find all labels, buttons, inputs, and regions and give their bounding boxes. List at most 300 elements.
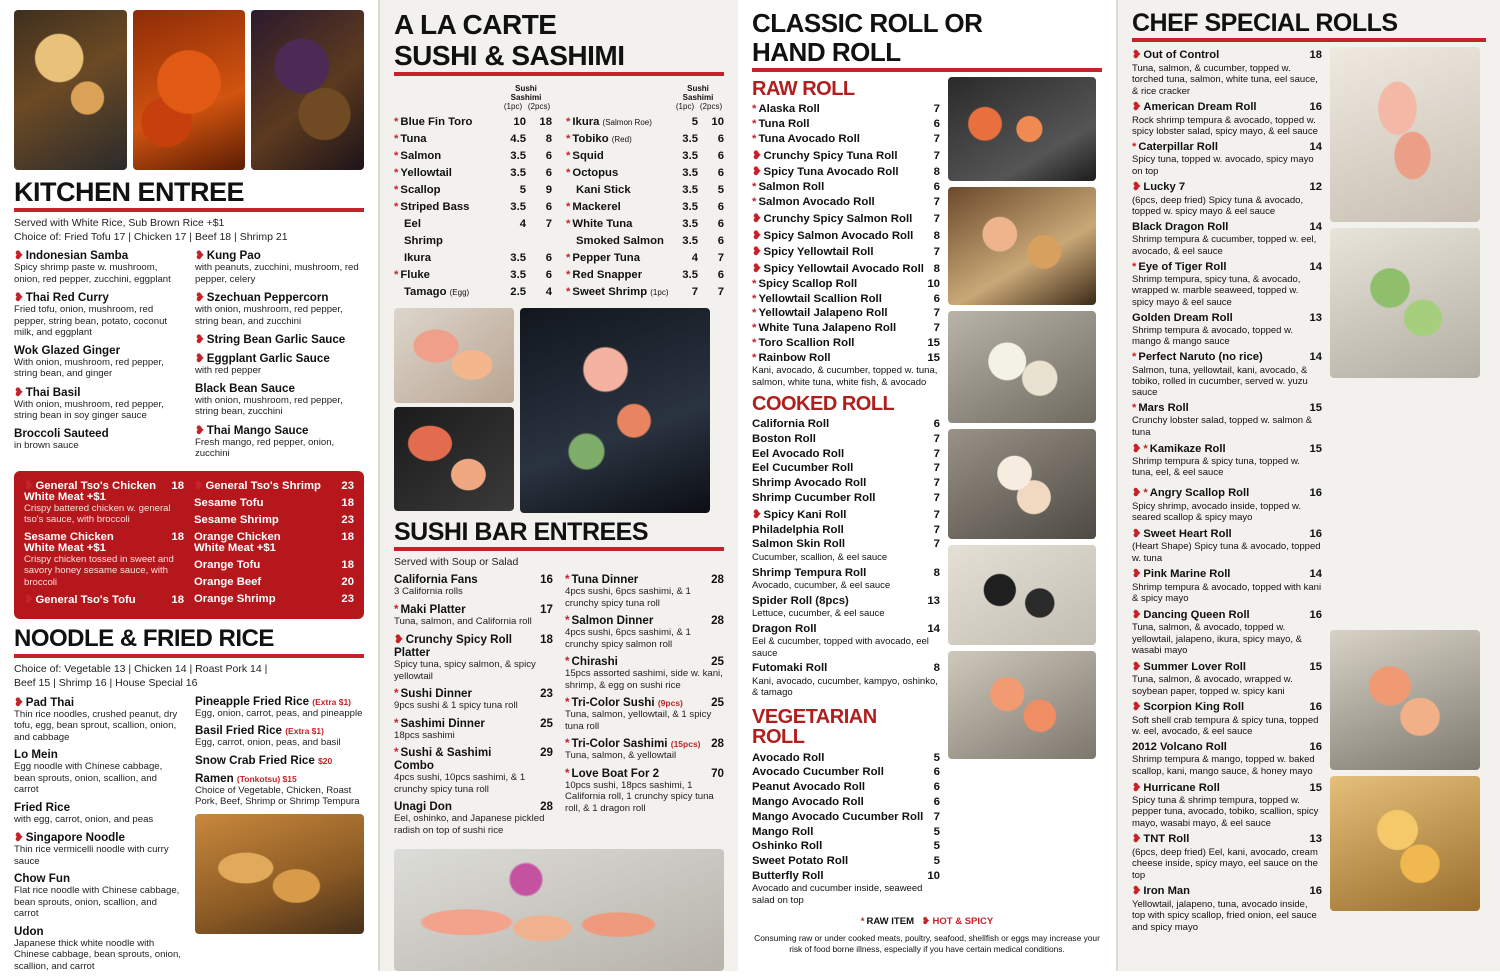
item-price: 25 <box>540 716 553 730</box>
raw-icon: * <box>566 268 571 281</box>
roll-item <box>1132 220 1322 258</box>
price-1pc: 3.5 <box>510 251 526 264</box>
roll-price: 7 <box>933 432 940 445</box>
roll-item <box>752 209 940 226</box>
roll-item <box>752 476 940 491</box>
price-2pcs: 6 <box>545 166 552 179</box>
roll-price: 7 <box>933 246 940 259</box>
roll-item <box>1132 606 1322 656</box>
pepper-icon: ❥ <box>14 695 24 709</box>
roll-item <box>1132 401 1322 439</box>
item-name: * Sweet Shrimp (1pc) <box>566 285 669 298</box>
price-2pcs: 8 <box>545 132 552 145</box>
item-name: * Octopus <box>566 166 619 179</box>
item-name: * Fluke <box>394 268 430 281</box>
roll-price: 14 <box>1309 221 1322 234</box>
roll-name: ❥ Lucky 7 <box>1132 181 1186 194</box>
menu-item <box>14 925 183 973</box>
raw-icon: * <box>394 687 399 701</box>
footnote: Consuming raw or under cooked meats, poultry, seafood, shellfish or eggs may increase your risk of food borne illness, especially if you have certain medical conditions. <box>754 933 1100 954</box>
price-2pcs: 5 <box>717 183 724 196</box>
price-row <box>394 181 552 198</box>
roll-item <box>1132 740 1322 778</box>
alacarte-title-1: A LA CARTE <box>394 9 557 40</box>
roll-price: 7 <box>933 538 940 551</box>
roll-price: 16 <box>1309 487 1322 500</box>
roll-name: * Mars Roll <box>1132 402 1189 415</box>
roll-price: 16 <box>1309 885 1322 898</box>
vegetarian-roll-title-1: VEGETARIAN <box>752 705 877 728</box>
pepper-icon: ❥ <box>1132 701 1142 714</box>
menu-item <box>195 772 364 808</box>
pepper-icon: ❥ <box>195 423 205 437</box>
noodle-items <box>14 695 364 977</box>
pepper-icon: ❥ <box>1132 487 1142 500</box>
roll-name: ❥ Out of Control <box>1132 49 1220 62</box>
roll-item <box>1132 525 1322 564</box>
item-name: Sesame Tofu <box>194 496 264 509</box>
roll-price: 7 <box>933 447 940 460</box>
item-name: Orange Beef <box>194 575 262 588</box>
roll-price: 7 <box>933 477 940 490</box>
item-name: Lo Mein <box>14 748 58 762</box>
item-price: 18 <box>171 594 184 607</box>
price-1pc: 4 <box>519 217 526 230</box>
price-1pc: 10 <box>513 115 526 128</box>
roll-name: Eel Cucumber Roll <box>752 462 854 475</box>
item-description: Japanese thick white noodle with Chinese cabbage, bean sprouts, onion, scallion, and carrot <box>14 937 181 972</box>
price-2pcs: 10 <box>711 115 724 128</box>
item-name: ❥ Indonesian Samba <box>14 249 129 263</box>
menu-item <box>194 593 354 605</box>
roll-price: 8 <box>933 662 940 675</box>
pepper-icon: ❥ <box>752 263 762 276</box>
roll-price: 7 <box>933 492 940 505</box>
price-row <box>394 113 552 130</box>
price-2pcs: 7 <box>717 251 724 264</box>
item-price: 16 <box>540 573 553 587</box>
roll-name: Shrimp Cucumber Roll <box>752 492 876 505</box>
item-name: * White Tuna <box>566 217 633 230</box>
item-name: Ramen (Tonkotsu) $15 <box>195 771 297 785</box>
roll-price: 5 <box>933 825 940 838</box>
item-name: Eel <box>404 217 421 230</box>
roll-price: 14 <box>927 622 940 635</box>
roll-item <box>752 765 940 780</box>
roll-price: 5 <box>933 855 940 868</box>
column-chef-special <box>1116 0 1500 971</box>
pepper-icon: ❥ <box>14 385 24 399</box>
roll-item <box>1132 310 1322 348</box>
roll-description: (Heart Shape) Spicy tuna & avocado, topped w. tuna <box>1132 541 1321 564</box>
item-name: ❥ General Tso's Shrimp <box>194 479 321 492</box>
roll-name: Boston Roll <box>752 432 816 445</box>
raw-icon: * <box>394 166 399 179</box>
item-price: 20 <box>341 575 354 588</box>
price-1pc: 3.5 <box>682 200 698 213</box>
roll-item <box>752 522 940 537</box>
roll-description: Soft shell crab tempura & spicy tuna, topped w. eel, avocado, & eel sauce <box>1132 714 1319 738</box>
roll-price: 6 <box>933 118 940 131</box>
photo-chef-roll-1 <box>1330 47 1480 222</box>
price-1pc: 3.5 <box>682 132 698 145</box>
roll-item <box>1132 883 1322 933</box>
item-name: Broccoli Sauteed <box>14 426 109 440</box>
roll-name: ❥ Sweet Heart Roll <box>1132 527 1232 540</box>
menu-item: Sesame Chicken 18 White Meat +$1 Crispy chicken tossed in sweet and savory honey sesame sauce, with broccoli <box>24 530 184 588</box>
photo-noodles <box>14 10 127 170</box>
item-name: * Blue Fin Toro <box>394 115 473 128</box>
roll-name: Mango Avocado Roll <box>752 795 864 808</box>
roll-item <box>752 491 940 506</box>
roll-name: * Caterpillar Roll <box>1132 140 1218 153</box>
raw-icon: * <box>394 149 399 162</box>
roll-description: Yellowtail, jalapeno, tuna, avocado inside, top with spicy scallop, fried onion, eel sauce and spicy mayo <box>1132 898 1317 933</box>
pepper-icon: ❥ <box>752 229 762 242</box>
roll-item <box>752 621 940 659</box>
roll-name: * White Tuna Jalapeno Roll <box>752 322 897 335</box>
raw-icon: * <box>394 746 399 760</box>
roll-description: Salmon, tuna, yellowtail, kani, avocado, & tobiko, rolled in cucumber, served w. yuzu sauce <box>1132 364 1308 399</box>
roll-name: ❥ Spicy Yellowtail Roll <box>752 246 874 259</box>
roll-item <box>752 565 940 591</box>
item-name: * Red Snapper <box>566 268 643 281</box>
item-description: Egg, onion, carrot, peas, and pineapple <box>195 707 363 719</box>
price-1pc: 3.5 <box>682 217 698 230</box>
roll-price: 14 <box>1309 260 1322 273</box>
alacarte-title-2: SUSHI & SASHIMI <box>394 40 625 72</box>
pepper-icon: ❥ <box>1132 781 1142 794</box>
photo-sashimi-plate <box>394 308 514 403</box>
item-name: * Chirashi <box>565 655 618 669</box>
raw-icon: * <box>566 251 571 264</box>
item-name: Udon <box>14 924 44 938</box>
menu-item <box>14 248 183 285</box>
item-description: in brown sauce <box>14 439 79 451</box>
raw-icon: * <box>565 737 570 751</box>
item-description: with onion, mushroom, red pepper, string bean, zucchini <box>195 394 343 418</box>
cooked-roll-title: COOKED ROLL <box>752 392 895 415</box>
raw-icon: * <box>394 716 399 730</box>
pepper-icon: ❥ <box>1132 442 1142 455</box>
pepper-icon: ❥ <box>195 352 205 366</box>
roll-name: Mango Roll <box>752 825 814 838</box>
roll-name: ❥ Spicy Kani Roll <box>752 508 847 521</box>
roll-name: ❥ Dancing Queen Roll <box>1132 608 1250 621</box>
price-row <box>566 181 724 198</box>
roll-price: 7 <box>933 810 940 823</box>
price-2pcs: 4 <box>545 285 552 298</box>
roll-item <box>752 260 940 277</box>
column-classic-rolls <box>738 0 1116 971</box>
roll-price: 13 <box>927 594 940 607</box>
item-description: Thin rice noodles, crushed peanut, dry tofu, egg, bean sprout, scallion, onion, and cabbage <box>14 708 178 743</box>
legend-raw-label: RAW ITEM <box>866 916 914 928</box>
vegetarian-roll-title-2: ROLL <box>752 726 805 749</box>
price-2pcs: 6 <box>717 166 724 179</box>
item-name: ❥ Thai Basil <box>14 385 81 399</box>
roll-price: 15 <box>1309 442 1322 455</box>
roll-name: ❥ Spicy Tuna Avocado Roll <box>752 166 899 179</box>
price-row <box>566 130 724 147</box>
menu-item <box>565 655 724 691</box>
roll-description: Spicy tuna & shrimp tempura, topped w. pepper tuna, avocado, tobiko, scallion, spicy mayo, wasabi mayo, & eel sauce <box>1132 794 1319 829</box>
item-name: ❥ Kung Pao <box>195 249 261 263</box>
roll-price: 7 <box>933 103 940 116</box>
menu-item <box>14 427 183 452</box>
roll-price: 7 <box>933 149 940 162</box>
price-2pcs: 6 <box>717 132 724 145</box>
item-name: Smoked Salmon <box>576 234 664 247</box>
roll-name: ❥ * Angry Scallop Roll <box>1132 487 1250 500</box>
raw-icon: * <box>565 655 570 669</box>
item-name: ❥ String Bean Garlic Sauce <box>195 333 346 347</box>
column-kitchen <box>0 0 378 971</box>
roll-name: * Alaska Roll <box>752 103 820 116</box>
item-description: Crispy chicken tossed in sweet and savory honey sesame sauce, with broccoli <box>24 553 174 588</box>
item-name: Pineapple Fried Rice (Extra $1) <box>195 694 352 708</box>
roll-price: 6 <box>933 766 940 779</box>
pepper-icon: ❥ <box>1132 101 1142 114</box>
price-header-group: Sushi Sashimi <box>682 83 714 102</box>
roll-name: Spider Roll (8pcs) <box>752 594 849 607</box>
roll-price: 6 <box>933 292 940 305</box>
roll-price: 13 <box>1309 311 1322 324</box>
roll-name: Avocado Cucumber Roll <box>752 766 884 779</box>
price-2pcs: 6 <box>717 234 724 247</box>
item-name: Fried Rice <box>14 800 71 814</box>
roll-price: 15 <box>1309 660 1322 673</box>
roll-item <box>1132 259 1322 308</box>
item-name: ❥ Thai Mango Sauce <box>195 423 309 437</box>
item-price: 18 <box>341 558 354 571</box>
pepper-icon: ❥ <box>194 479 204 492</box>
item-description: with egg, carrot, onion, and peas <box>14 813 154 825</box>
item-name: ❥ Thai Red Curry <box>14 291 109 305</box>
roll-item <box>752 661 940 699</box>
roll-name: * Tuna Roll <box>752 118 810 131</box>
price-2pcs: 7 <box>545 217 552 230</box>
roll-description: Tuna, salmon, & avocado, wrapped w. soybean paper, topped w. spicy kani <box>1132 674 1293 697</box>
roll-price: 14 <box>1309 351 1322 364</box>
price-row <box>394 164 552 181</box>
item-name: * Salmon <box>394 149 442 162</box>
noodle-note-2: Beef 15 | Shrimp 16 | House Special 16 <box>14 677 198 690</box>
pepper-icon: ❥ <box>1132 660 1142 673</box>
item-name: * Yellowtail <box>394 166 452 179</box>
roll-item <box>1132 485 1322 524</box>
raw-icon: * <box>394 268 399 281</box>
photo-chef-roll-4 <box>1330 776 1480 911</box>
roll-price: 8 <box>933 229 940 242</box>
item-name: * Striped Bass <box>394 200 470 213</box>
menu-item <box>195 423 364 460</box>
roll-price: 16 <box>1309 740 1322 753</box>
item-description: Fried tofu, onion, mushroom, red pepper, string bean, potato, coconut milk, and eggplant <box>14 304 168 339</box>
roll-price: 7 <box>933 212 940 225</box>
roll-description: Avocado and cucumber inside, seaweed salad on top <box>752 883 923 906</box>
menu-item <box>194 514 354 526</box>
roll-description: Shrimp tempura & spicy tuna, topped w. tuna, eel, & eel sauce <box>1132 456 1300 479</box>
pepper-icon: ❥ <box>1132 885 1142 898</box>
price-row <box>394 232 552 249</box>
photo-spicy-roll <box>948 77 1096 181</box>
roll-item <box>1132 99 1322 138</box>
item-name: * Sushi & Sashimi Combo <box>394 746 492 773</box>
roll-name: Peanut Avocado Roll <box>752 781 866 794</box>
roll-item <box>752 163 940 180</box>
roll-item <box>752 809 940 824</box>
price-2pcs: 6 <box>545 149 552 162</box>
alacarte-tables <box>394 81 724 300</box>
roll-price: 16 <box>1309 608 1322 621</box>
roll-price: 18 <box>1309 49 1322 62</box>
item-description: Spicy shrimp paste w. mushroom, onion, red pepper, zucchini, eggplant <box>14 262 171 285</box>
roll-price: 15 <box>927 351 940 364</box>
price-1pc: 3.5 <box>682 268 698 281</box>
roll-name: ❥ Crunchy Spicy Tuna Roll <box>752 149 898 162</box>
item-price: 18 <box>341 530 354 543</box>
price-row <box>566 249 724 266</box>
roll-item <box>752 336 940 351</box>
raw-roll-title: RAW ROLL <box>752 78 855 101</box>
classic-roll-photos <box>948 77 1096 908</box>
item-price: 28 <box>711 573 724 587</box>
legend-hot-label: HOT & SPICY <box>932 916 994 928</box>
roll-item <box>752 321 940 336</box>
raw-icon: * <box>752 118 757 131</box>
raw-icon: * <box>752 336 757 349</box>
raw-icon: * <box>394 132 399 145</box>
price-header-1pc: (1pc) <box>675 101 695 111</box>
menu-item <box>394 800 553 836</box>
item-name: * Sushi Dinner <box>394 687 473 701</box>
price-1pc: 5 <box>519 183 526 196</box>
price-2pcs: 6 <box>545 251 552 264</box>
roll-price: 8 <box>933 166 940 179</box>
roll-name: ❥ * Kamikaze Roll <box>1132 442 1226 455</box>
menu-item <box>195 695 364 720</box>
noodle-title: NOODLE & FRIED RICE <box>14 625 274 653</box>
item-name: Basil Fried Rice (Extra $1) <box>195 724 324 738</box>
price-row <box>394 147 552 164</box>
item-name: Wok Glazed Ginger <box>14 343 121 357</box>
roll-item <box>752 780 940 795</box>
price-1pc: 4 <box>691 251 698 264</box>
item-description: 18pcs sashimi <box>394 729 455 741</box>
photo-california-roll <box>948 311 1096 423</box>
roll-price: 14 <box>1309 568 1322 581</box>
photo-chef-roll-2 <box>1330 228 1480 378</box>
roll-item <box>752 291 940 306</box>
roll-item <box>1132 440 1322 479</box>
menu-item <box>194 576 354 588</box>
menu-item <box>194 479 354 492</box>
item-description: with peanuts, zucchini, mushroom, red pepper, celery <box>195 262 359 285</box>
item-name: * Love Boat For 2 <box>565 766 660 780</box>
promo-box <box>14 471 364 620</box>
price-1pc: 3.5 <box>682 234 698 247</box>
classic-roll-title-1: CLASSIC ROLL OR <box>752 8 983 38</box>
item-name: Sesame Chicken <box>24 530 114 543</box>
photo-shrimp-tempura <box>195 814 364 934</box>
roll-description: Avocado, cucumber, & eel sauce <box>752 579 891 591</box>
roll-description: Shrimp tempura & avocado, topped w. mango & mango sauce <box>1132 324 1294 348</box>
raw-icon: * <box>752 307 757 320</box>
pepper-icon: ❥ <box>14 249 24 263</box>
item-name: * Sashimi Dinner <box>394 716 485 730</box>
price-row <box>566 198 724 215</box>
roll-name: ❥ Summer Lover Roll <box>1132 660 1246 673</box>
roll-item <box>752 824 940 839</box>
price-row <box>566 147 724 164</box>
pepper-icon: ❥ <box>1132 181 1142 194</box>
roll-item <box>752 432 940 447</box>
price-row <box>566 113 724 130</box>
roll-description: Tuna, salmon, & avocado, topped w. yellowtail, jalapeno, ikura, spicy mayo, & wasabi mayo <box>1132 622 1303 657</box>
item-price: 18 <box>540 633 553 647</box>
roll-name: * Toro Scallion Roll <box>752 336 855 349</box>
chef-photos-bottom <box>1330 485 1480 935</box>
roll-price: 10 <box>927 869 940 882</box>
raw-icon: * <box>1143 442 1148 455</box>
menu-item <box>14 872 183 920</box>
menu-item <box>194 497 354 509</box>
roll-name: ❥ Hurricane Roll <box>1132 781 1220 794</box>
roll-price: 7 <box>933 523 940 536</box>
menu-item <box>14 801 183 826</box>
roll-price: 10 <box>927 277 940 290</box>
roll-item <box>1132 179 1322 218</box>
roll-name: Shrimp Avocado Roll <box>752 477 867 490</box>
raw-icon: * <box>752 181 757 194</box>
item-name: * Ikura (Salmon Roe) <box>566 115 652 128</box>
price-1pc: 3.5 <box>682 149 698 162</box>
item-description: 15pcs assorted sashimi, side w. kani, shrimp, & egg on sushi rice <box>565 668 723 691</box>
roll-name: ❥ Spicy Salmon Avocado Roll <box>752 229 914 242</box>
roll-description: Cucumber, scallion, & eel sauce <box>752 551 888 563</box>
roll-price: 7 <box>933 462 940 475</box>
raw-icon: * <box>565 766 570 780</box>
sushi-bar-entrees-title: SUSHI BAR ENTREES <box>394 518 649 547</box>
photo-shrimp-roll <box>948 429 1096 539</box>
price-row <box>394 249 552 266</box>
item-name: Unagi Don <box>394 800 452 814</box>
roll-name: Eel Avocado Roll <box>752 447 845 460</box>
roll-description: (6pcs, deep fried) Spicy tuna & avocado, topped w. spicy mayo & eel sauce <box>1132 194 1304 218</box>
item-name: * Mackerel <box>566 200 621 213</box>
roll-description: Shrimp tempura & mango, topped w. baked scallop, kani, mango sauce, & honey mayo <box>1132 754 1315 777</box>
roll-description: Lettuce, cucumber, & eel sauce <box>752 608 885 620</box>
roll-name: ❥ American Dream Roll <box>1132 101 1257 114</box>
raw-icon: * <box>860 916 865 928</box>
price-row <box>566 266 724 283</box>
item-price: 70 <box>711 766 724 780</box>
price-row <box>566 232 724 249</box>
pepper-icon: ❥ <box>1132 568 1142 581</box>
photo-nigiri-platter <box>394 849 724 971</box>
item-name: ❥ Pad Thai <box>14 695 75 709</box>
roll-price: 8 <box>933 566 940 579</box>
photo-sashimi-board <box>394 407 514 511</box>
price-2pcs <box>526 232 552 249</box>
item-price: 23 <box>341 513 354 526</box>
item-name: * Tuna <box>394 132 427 145</box>
item-name: * Scallop <box>394 183 441 196</box>
price-header-2pcs: (2pcs) <box>699 101 723 111</box>
price-1pc: 3.5 <box>682 183 698 196</box>
item-description: Tuna, salmon, yellowtail, & 1 spicy tuna roll <box>565 709 712 732</box>
